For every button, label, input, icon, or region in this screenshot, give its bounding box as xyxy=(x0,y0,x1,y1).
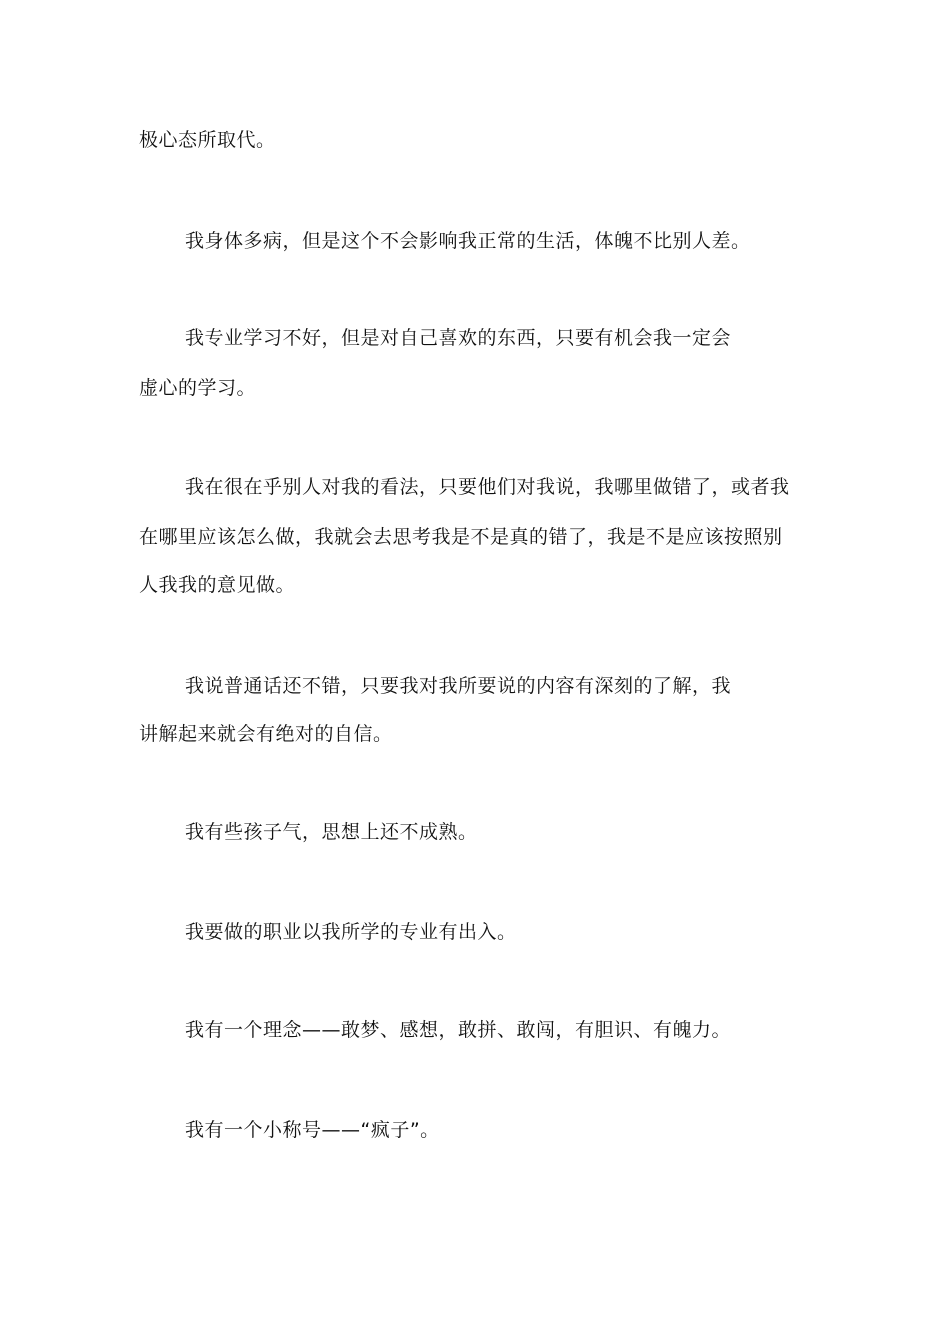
text-line: 我要做的职业以我所学的专业有出入。 xyxy=(185,921,517,943)
text-line: 极心态所取代。 xyxy=(139,129,276,151)
text-line: 虚心的学习。 xyxy=(139,377,257,399)
text-line: 我有一个理念——敢梦、感想，敢拼、敢闯，有胆识、有魄力。 xyxy=(185,1019,732,1041)
text-line: 人我我的意见做。 xyxy=(139,574,296,596)
text-line: 在哪里应该怎么做，我就会去思考我是不是真的错了，我是不是应该按照别 xyxy=(139,526,783,548)
text-line: 我有一个小称号——“疯子”。 xyxy=(185,1119,440,1141)
text-line: 我在很在乎别人对我的看法，只要他们对我说，我哪里做错了，或者我 xyxy=(185,476,790,498)
text-line: 我专业学习不好，但是对自己喜欢的东西，只要有机会我一定会 xyxy=(185,327,732,349)
text-line: 我身体多病，但是这个不会影响我正常的生活，体魄不比别人差。 xyxy=(185,230,751,252)
text-line: 我说普通话还不错，只要我对我所要说的内容有深刻的了解，我 xyxy=(185,675,732,697)
text-line: 我有些孩子气，思想上还不成熟。 xyxy=(185,821,478,843)
text-line: 讲解起来就会有绝对的自信。 xyxy=(139,723,393,745)
